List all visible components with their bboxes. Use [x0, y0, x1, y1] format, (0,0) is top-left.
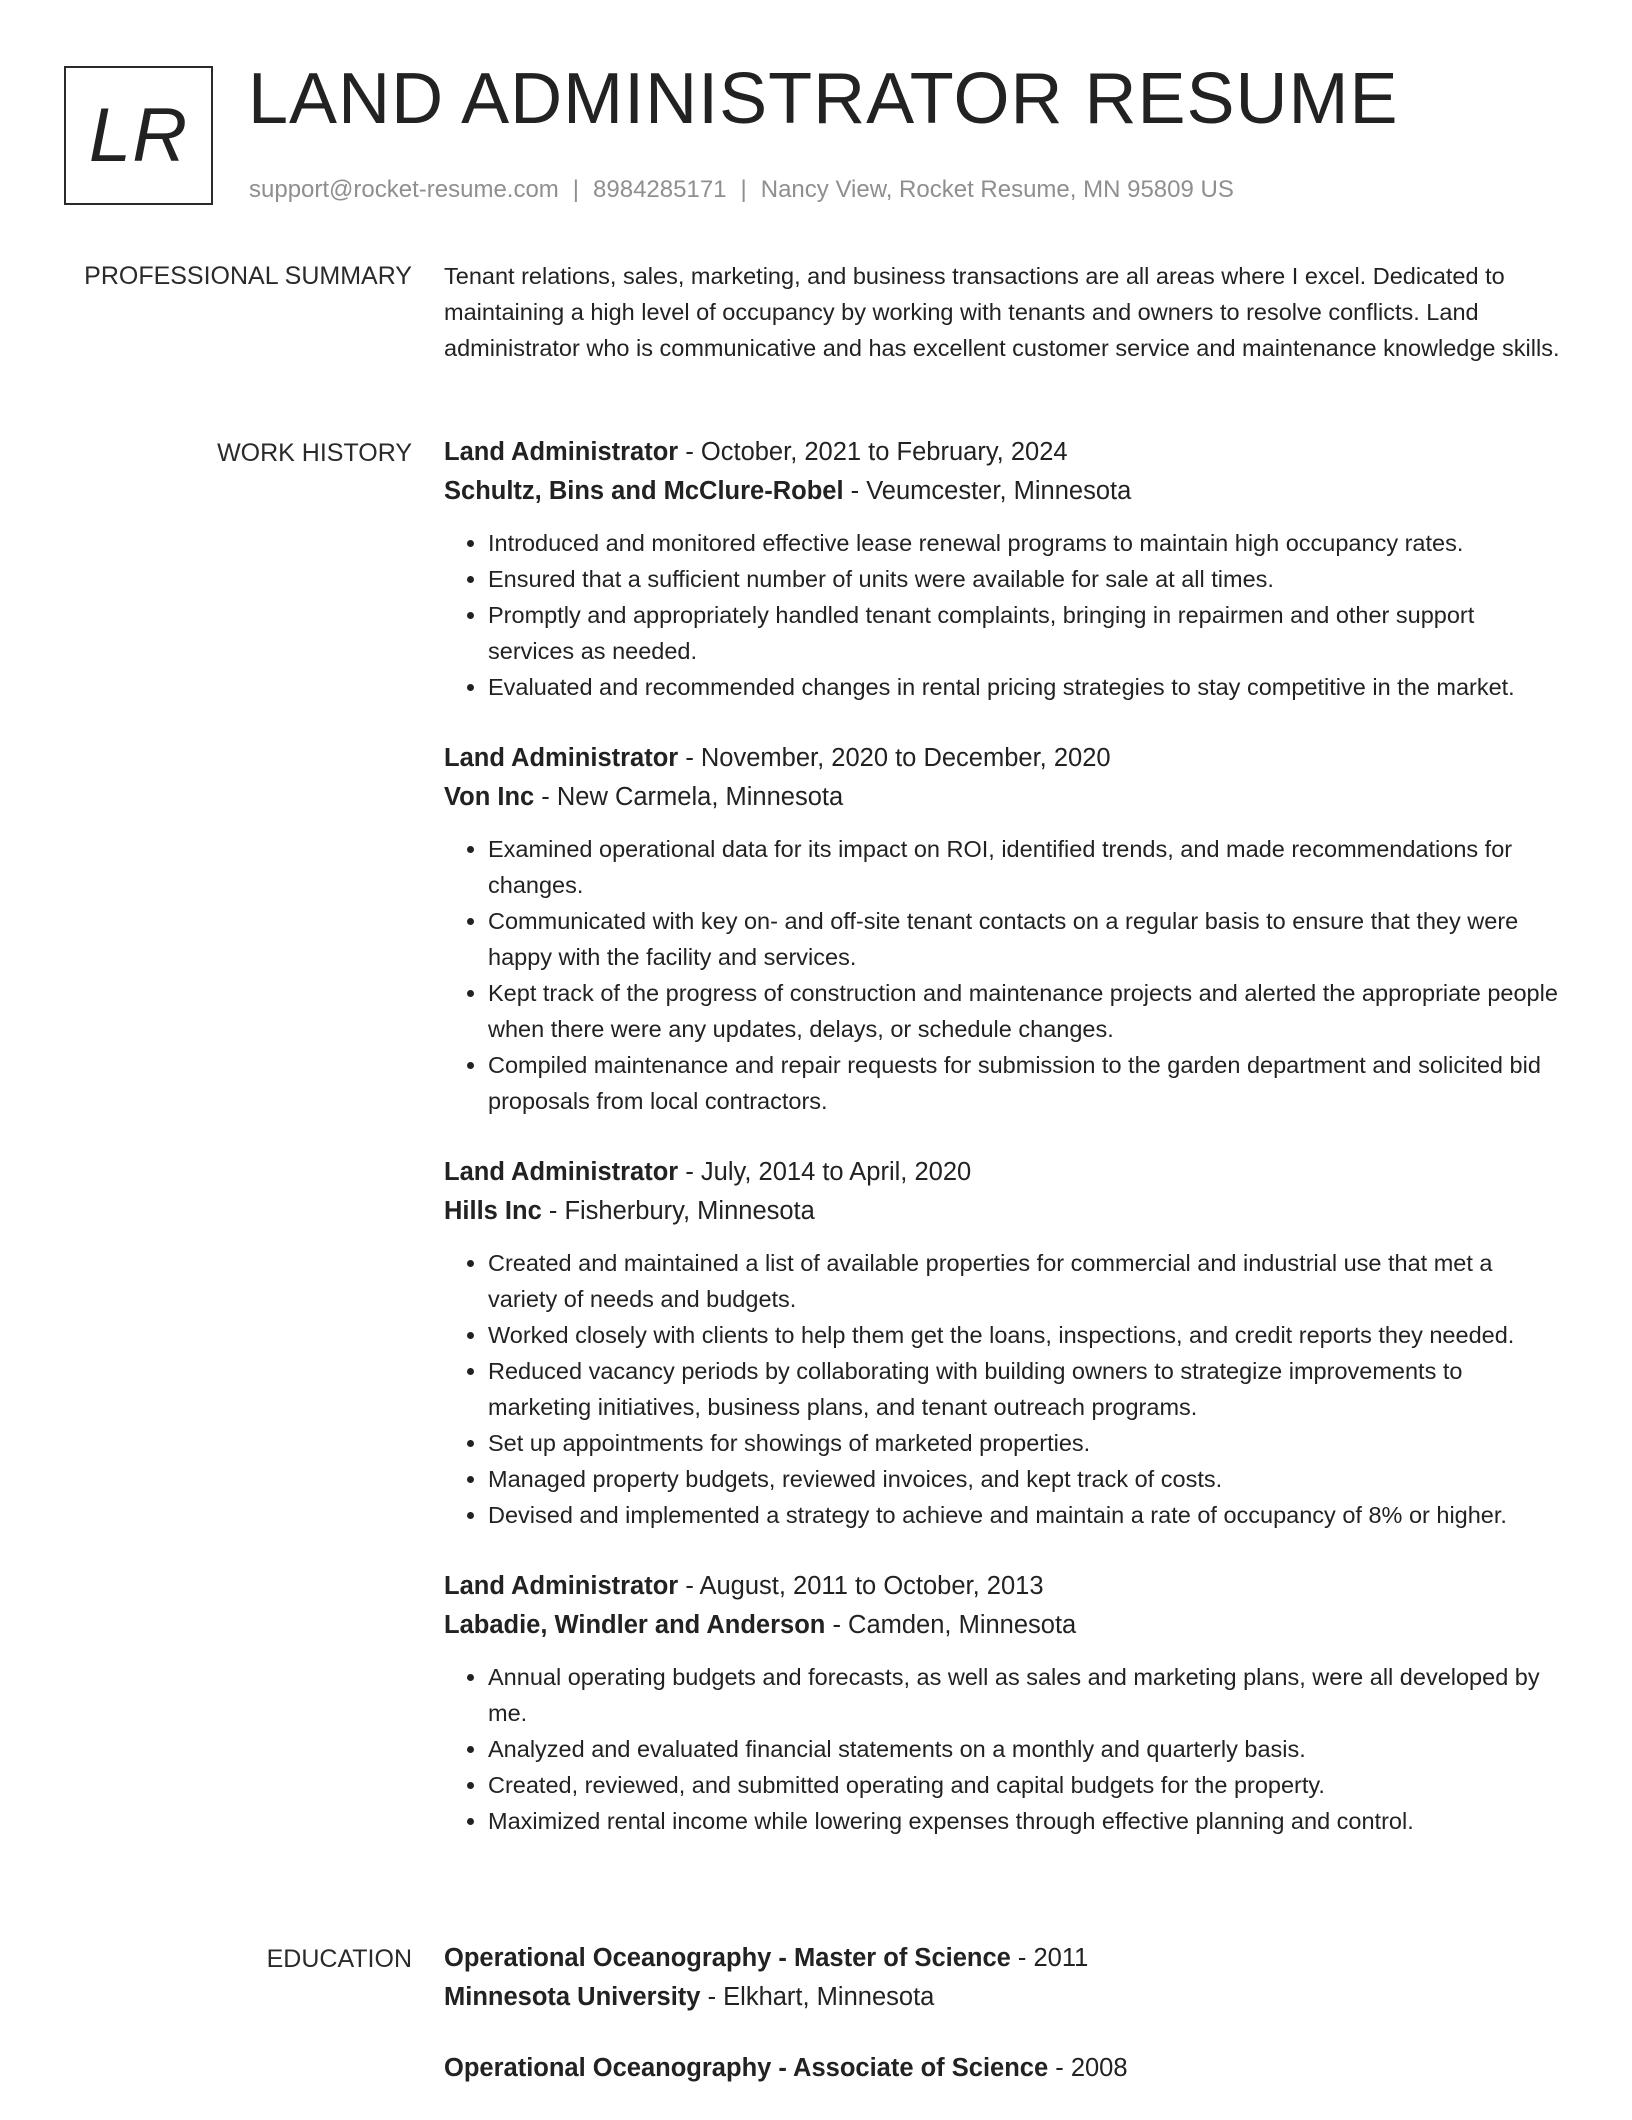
job-title-line [444, 433, 1560, 472]
job-company: Labadie, Windler and Anderson [444, 1611, 826, 1639]
contact-separator: | [740, 176, 747, 203]
school-location: - Elkhart, Minnesota [700, 1983, 935, 2011]
job-company-line [444, 1606, 1560, 1645]
job-bullet: • Set up appointments for showings of marketed properties. [488, 1425, 1560, 1461]
job-location: - New Carmela, Minnesota [534, 783, 844, 811]
job-bullet: • Created, reviewed, and submitted operating and capital budgets for the property. [488, 1767, 1560, 1803]
job-title: Land Administrator [444, 1158, 679, 1186]
job-company: Schultz, Bins and McClure-Robel [444, 477, 844, 505]
job-bullet: • Ensured that a sufficient number of units were available for sale at all times. [488, 561, 1560, 597]
job-bullet: • Worked closely with clients to help them get the loans, inspections, and credit reports they needed. [488, 1317, 1560, 1353]
job-bullets [444, 525, 1560, 705]
job-bullet: • Evaluated and recommended changes in rental pricing strategies to stay competitive in the market. [488, 669, 1560, 705]
job-title: Land Administrator [444, 744, 679, 772]
work-history-label: WORK HISTORY [217, 439, 412, 467]
job-bullets [444, 1245, 1560, 1533]
job-bullet: • Created and maintained a list of available properties for commercial and industrial use that met a variety of needs and budgets. [488, 1245, 1560, 1317]
education-label: EDUCATION [266, 1945, 412, 1973]
job-entry [444, 433, 1560, 705]
job-bullet: • Reduced vacancy periods by collaborating with building owners to strategize improvements to marketing initiatives, business plans, and tenant outreach programs. [488, 1353, 1560, 1425]
degree-year: - 2008 [1048, 2054, 1128, 2082]
job-bullet: • Introduced and monitored effective lease renewal programs to maintain high occupancy rates. [488, 525, 1560, 561]
job-title: Land Administrator [444, 438, 679, 466]
degree: Operational Oceanography - Master of Science [444, 1944, 1011, 1972]
job-company-line [444, 1192, 1560, 1231]
education-list [444, 1939, 1560, 2120]
job-list [444, 433, 1560, 1873]
job-bullet: • Annual operating budgets and forecasts, as well as sales and marketing plans, were all developed by me. [488, 1659, 1560, 1731]
job-dates: - August, 2011 to October, 2013 [678, 1572, 1044, 1600]
job-bullets [444, 1659, 1560, 1839]
degree-line [444, 1939, 1560, 1978]
job-bullet: • Kept track of the progress of construction and maintenance projects and alerted the appropriate people when there were any updates, delays, or schedule changes. [488, 975, 1560, 1047]
degree: Operational Oceanography - Associate of Science [444, 2054, 1049, 2082]
contact-phone: 8984285171 [593, 176, 727, 203]
education-entry [444, 1939, 1560, 2017]
summary-label: PROFESSIONAL SUMMARY [84, 262, 412, 290]
job-company-line [444, 472, 1560, 511]
school: Minnesota University [444, 1983, 701, 2011]
contact-line [249, 173, 1234, 207]
job-location: - Veumcester, Minnesota [843, 477, 1132, 505]
education-entry [444, 2049, 1560, 2088]
degree-year: - 2011 [1010, 1944, 1089, 1972]
job-title-line [444, 1153, 1560, 1192]
degree-line [444, 2049, 1560, 2088]
job-entry [444, 1153, 1560, 1533]
job-company-line [444, 778, 1560, 817]
job-location: - Camden, Minnesota [825, 1611, 1077, 1639]
job-entry [444, 739, 1560, 1119]
contact-email: support@rocket-resume.com [249, 176, 559, 203]
summary-body [444, 258, 1560, 366]
job-title: Land Administrator [444, 1572, 679, 1600]
contact-address: Nancy View, Rocket Resume, MN 95809 US [760, 176, 1234, 203]
resume-title: LAND ADMINISTRATOR RESUME [248, 59, 1399, 139]
job-bullet: • Maximized rental income while lowering expenses through effective planning and control. [488, 1803, 1560, 1839]
contact-separator: | [572, 176, 580, 203]
summary-text: Tenant relations, sales, marketing, and business transactions are all areas where I excel. Dedicated to maintaining a high level of occupancy by working with tenants and owners to resolve conflicts. Land administrator who is communicative and has excellent customer service and maintenance knowledge skills. [444, 263, 1560, 361]
school-line [444, 1978, 1560, 2017]
monogram-logo [64, 66, 213, 205]
job-dates: - October, 2021 to February, 2024 [678, 438, 1068, 466]
job-location: - Fisherbury, Minnesota [541, 1197, 815, 1225]
job-bullet: • Promptly and appropriately handled tenant complaints, bringing in repairmen and other support services as needed. [488, 597, 1560, 669]
job-bullet: • Analyzed and evaluated financial statements on a monthly and quarterly basis. [488, 1731, 1560, 1767]
job-title-line [444, 1567, 1560, 1606]
job-bullets [444, 831, 1560, 1119]
job-bullet: • Managed property budgets, reviewed invoices, and kept track of costs. [488, 1461, 1560, 1497]
monogram-initials: LR [88, 92, 189, 178]
job-bullet: • Devised and implemented a strategy to achieve and maintain a rate of occupancy of 8% or higher. [488, 1497, 1560, 1533]
job-dates: - July, 2014 to April, 2020 [678, 1158, 972, 1186]
job-title-line [444, 739, 1560, 778]
job-bullet: • Compiled maintenance and repair requests for submission to the garden department and solicited bid proposals from local contractors. [488, 1047, 1560, 1119]
job-company: Von Inc [444, 783, 535, 811]
job-entry [444, 1567, 1560, 1839]
job-bullet: • Communicated with key on- and off-site tenant contacts on a regular basis to ensure that they were happy with the facility and services. [488, 903, 1560, 975]
job-bullet: • Examined operational data for its impact on ROI, identified trends, and made recommendations for changes. [488, 831, 1560, 903]
job-company: Hills Inc [444, 1197, 542, 1225]
job-dates: - November, 2020 to December, 2020 [678, 744, 1111, 772]
